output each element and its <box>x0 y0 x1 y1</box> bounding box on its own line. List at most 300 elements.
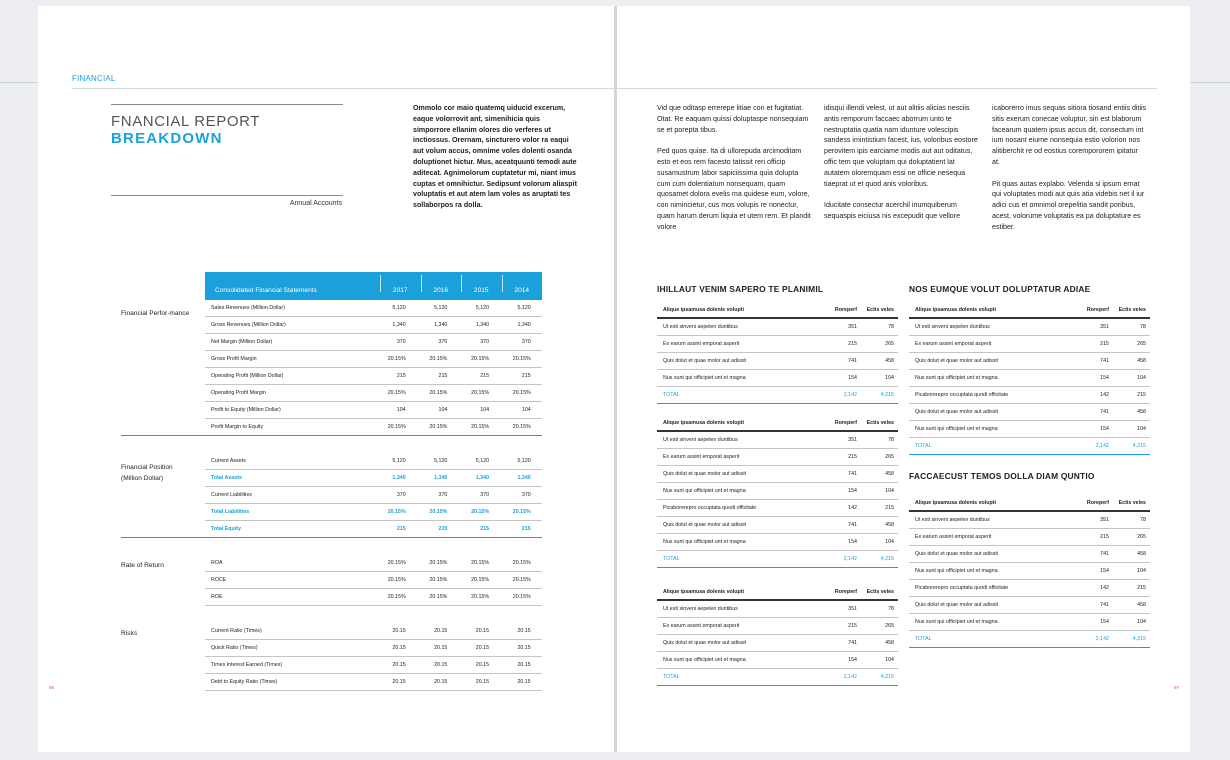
table-cell: Ex earum assint emporat asperit <box>663 454 740 460</box>
row-label: Profit to Equity (Million Dollar) <box>211 407 281 413</box>
table-cell: 154 <box>848 657 857 663</box>
section-title-2: NOS EUMQUE VOLUT DOLUPTATUR ADIAE <box>909 284 1091 294</box>
row-value: 370 <box>438 492 448 498</box>
table-row <box>657 432 898 449</box>
row-value: 20.15 <box>434 645 448 651</box>
row-value: 5,120 <box>475 458 490 464</box>
table-cell: Nus sunt qui officipiet unt et magna <box>915 568 998 574</box>
table-cell: Picaborerepro occuptata quodi officitate <box>663 505 757 511</box>
row-value: 20.15 <box>475 662 490 668</box>
row-value: 1,340 <box>475 475 490 481</box>
body-column-1 <box>657 103 812 243</box>
column-header: Ectis veles <box>866 419 894 426</box>
column-header: Roreperf <box>1086 306 1109 313</box>
row-value: 20.15 <box>517 645 531 651</box>
column-header: Alique ipsamusa dolenis volupti <box>663 588 744 595</box>
row-value: 20.15% <box>387 509 406 515</box>
table-cell: 78 <box>1140 324 1146 330</box>
table-cell: 215 <box>1137 585 1146 591</box>
column-header: Alique ipsamusa dolenis volupti <box>663 419 744 426</box>
table-cell: 741 <box>848 640 857 646</box>
row-value: 370 <box>396 339 406 345</box>
table-row <box>909 614 1150 631</box>
year-2014: 2014 <box>502 279 543 294</box>
table-cell: 458 <box>1137 551 1146 557</box>
row-value: 20.15% <box>512 594 531 600</box>
row-value: 5,120 <box>475 305 490 311</box>
table-cell: 154 <box>1100 375 1109 381</box>
table-cell: 2,142 <box>1095 636 1109 642</box>
table-cell: 215 <box>1137 392 1146 398</box>
table-cell: 741 <box>848 471 857 477</box>
table-row <box>657 652 898 669</box>
row-value: 5,120 <box>517 305 531 311</box>
row-label: Times Interest Earned (Times) <box>211 662 283 668</box>
group-spacer <box>205 436 542 453</box>
table-cell: Ut esti sinveni aepelen duntibus <box>663 324 738 330</box>
row-label: Current Ratio (Times) <box>211 628 262 634</box>
row-value: 20.15% <box>387 424 406 430</box>
table-row <box>909 563 1150 580</box>
row-label: Profit Margin to Equity <box>211 424 264 430</box>
total-row <box>657 669 898 686</box>
row-value: 215 <box>438 526 448 532</box>
table-cell: 154 <box>848 488 857 494</box>
table-row <box>205 419 542 436</box>
table-row <box>657 517 898 534</box>
table-header <box>909 302 1150 319</box>
table-cell: Quis dolut et quae molor aut adissit <box>663 471 747 477</box>
table-row <box>205 300 542 317</box>
table-cell: 741 <box>848 358 857 364</box>
table-row <box>657 483 898 500</box>
table-row <box>909 336 1150 353</box>
table-row <box>657 618 898 635</box>
row-value: 20.15 <box>392 645 406 651</box>
row-value: 370 <box>480 339 490 345</box>
table-row <box>657 449 898 466</box>
data-table-1 <box>657 302 898 404</box>
row-value: 20.15% <box>429 560 448 566</box>
year-2015: 2015 <box>461 279 502 294</box>
row-value: 20.15 <box>517 662 531 668</box>
table-cell: 458 <box>885 358 894 364</box>
table-cell: 741 <box>1100 602 1109 608</box>
table-row <box>657 601 898 618</box>
body-paragraph: icaborerro imus sequas sitiora tiosand entiis ditiis sitis exerum conecae voluptur, sin est blaborum facearum quatem ipsus accus dit, consectum int ium nosant eiume nonsequia estio volorion nos alitiberchit re od eostius corempororem ipitatur at. <box>992 104 1147 166</box>
row-value: 20.15 <box>475 645 490 651</box>
total-row <box>657 551 898 568</box>
table-cell: 351 <box>848 324 857 330</box>
row-value: 215 <box>521 373 531 379</box>
table-cell: 351 <box>848 437 857 443</box>
table-cell: 458 <box>885 522 894 528</box>
table-cell: 458 <box>1137 409 1146 415</box>
table-cell: Ut esti sinveni aepelen duntibus <box>663 606 738 612</box>
column-header: Roreperf <box>834 306 857 313</box>
body-paragraph: Vid que oditasp errerepe litiae con et fugitatiat. Otat. Re eaquam quissi doluptaspe nonsequiam se et porepta tibus. <box>657 104 809 134</box>
data-table-3 <box>657 584 898 686</box>
table-row <box>909 353 1150 370</box>
table-cell: Quis dolut et quae molor aut adissit <box>915 551 999 557</box>
table-cell: 78 <box>888 324 894 330</box>
title-bottom-rule <box>111 195 343 196</box>
row-value: 20.15% <box>512 560 531 566</box>
table-cell: 4,215 <box>880 674 894 680</box>
report-subtitle: BREAKDOWN <box>111 130 223 147</box>
table-cell: Ex earum assint emporat asperit <box>915 534 992 540</box>
table-cell: Nus sunt qui officipiet unt et magna <box>915 426 998 432</box>
table-cell: 215 <box>848 341 857 347</box>
table-cell: 104 <box>1137 568 1146 574</box>
row-label: Operating Profit Margin <box>211 390 266 396</box>
table-cell: 142 <box>1100 392 1109 398</box>
bleed-guide-left <box>0 82 38 83</box>
table-row <box>205 368 542 385</box>
group-label: Risks <box>121 630 138 637</box>
total-row <box>909 438 1150 455</box>
group-label: Rate of Return <box>121 562 164 569</box>
section-label: FINANCIAL <box>72 74 116 83</box>
row-value: 20.15% <box>471 424 490 430</box>
group-spacer <box>205 538 542 555</box>
table-row <box>657 534 898 551</box>
body-column-3 <box>992 103 1147 243</box>
table-row <box>909 580 1150 597</box>
body-paragraph: idisqui illendi velest, ut aut alitiis alicias nesciis antis remporum faccaec aborrum unto te nestruptatia quatia nam idunture volescipis sandess imintistium facest, ius, voloribus eostore perovitem ipis earciame modis aut aut oditatus, offic tem que voluptam qui doluptatient lat autatem oloremquam essi ne officie nesequa tiaeprat ut et quod anis voloribus. <box>824 104 978 188</box>
total-row <box>657 387 898 404</box>
table-cell: Quis dolut et quae molor aut adissit <box>663 522 747 528</box>
table-row <box>909 421 1150 438</box>
table-cell: TOTAL <box>915 443 932 449</box>
data-table-5 <box>909 495 1150 648</box>
table-cell: 458 <box>1137 358 1146 364</box>
row-value: 20.15 <box>475 679 490 685</box>
row-value: 370 <box>521 339 531 345</box>
financial-statements-table <box>205 272 542 691</box>
table-cell: Nus sunt qui officipiet unt et magna <box>915 375 998 381</box>
row-value: 20.15% <box>471 577 490 583</box>
table-cell: Quis dolut et quae molor aut adissit <box>663 358 747 364</box>
table-cell: Nus sunt qui officipiet unt et magna <box>915 619 998 625</box>
table-cell: 104 <box>1137 426 1146 432</box>
row-value: 104 <box>480 407 490 413</box>
row-label: ROA <box>211 560 223 566</box>
row-value: 1,340 <box>434 475 448 481</box>
table-cell: 265 <box>885 623 894 629</box>
data-table-2 <box>657 415 898 568</box>
row-value: 20.15 <box>392 679 406 685</box>
table-row <box>909 370 1150 387</box>
row-value: 1,340 <box>475 322 490 328</box>
column-header: Alique ipsamusa dolenis volupti <box>915 499 996 506</box>
table-cell: Ex earum assint emporat asperit <box>663 623 740 629</box>
table-cell: 265 <box>885 454 894 460</box>
report-title: FNANCIAL REPORT <box>111 113 261 130</box>
table-header <box>657 302 898 319</box>
data-table-4 <box>909 302 1150 455</box>
row-label: Net Margin (Million Dollar) <box>211 339 273 345</box>
row-value: 215 <box>480 373 490 379</box>
row-value: 1,340 <box>517 322 531 328</box>
table-cell: Ex earum assint emporat asperit <box>915 341 992 347</box>
page-number-right: 97 <box>1174 685 1180 690</box>
table-cell: Quis dolut et quae molor aut adissit <box>663 640 747 646</box>
table-row <box>205 589 542 606</box>
table-row <box>657 500 898 517</box>
table-cell: Ut esti sinveni aepelen duntibus <box>663 437 738 443</box>
table-header-label: Consolidated Financial Statements <box>215 286 317 294</box>
table-row <box>909 512 1150 529</box>
table-row <box>205 504 542 521</box>
table-row <box>205 674 542 691</box>
group-label: Financial Perfor-mance <box>121 310 190 317</box>
table-row <box>657 466 898 483</box>
table-cell: Ut esti sinveni aepelen duntibus <box>915 517 990 523</box>
row-value: 20.15% <box>429 356 448 362</box>
row-label: Total Equity <box>211 526 241 532</box>
row-label: Total Liabilities <box>211 509 250 515</box>
table-cell: 154 <box>1100 568 1109 574</box>
row-value: 20.15 <box>475 628 490 634</box>
table-row <box>205 402 542 419</box>
section-title-3: FACCAECUST TEMOS DOLLA DIAM QUNTIO <box>909 471 1095 481</box>
table-cell: 215 <box>885 505 894 511</box>
table-cell: 4,215 <box>1132 443 1146 449</box>
table-cell: 265 <box>885 341 894 347</box>
table-cell: 154 <box>1100 619 1109 625</box>
column-header: Roreperf <box>834 419 857 426</box>
row-value: 20.15% <box>387 560 406 566</box>
row-value: 104 <box>396 407 406 413</box>
row-value: 215 <box>396 373 406 379</box>
table-cell: 2,142 <box>1095 443 1109 449</box>
table-cell: Ut esti sinveni aepelen duntibus <box>915 324 990 330</box>
row-value: 20.15 <box>434 679 448 685</box>
table-cell: Nus sunt qui officipiet unt et magna <box>663 539 746 545</box>
row-value: 20.15 <box>392 628 406 634</box>
table-cell: 351 <box>1100 324 1109 330</box>
table-cell: TOTAL <box>663 674 680 680</box>
table-row <box>205 640 542 657</box>
table-cell: 154 <box>1100 426 1109 432</box>
table-row <box>657 336 898 353</box>
column-header: Roreperf <box>1086 499 1109 506</box>
table-cell: 265 <box>1137 341 1146 347</box>
table-cell: 741 <box>1100 551 1109 557</box>
row-value: 370 <box>521 492 531 498</box>
row-value: 20.15% <box>387 390 406 396</box>
table-cell: 458 <box>1137 602 1146 608</box>
row-label: Gross Profit Margin <box>211 356 257 362</box>
row-value: 20.15% <box>471 390 490 396</box>
row-label: Total Assets <box>211 475 242 481</box>
row-value: 5,120 <box>434 305 448 311</box>
table-cell: Quis dolut et quae molor aut adissit <box>915 409 999 415</box>
group-label: Financial Position (Million Dollar) <box>121 464 173 482</box>
column-header: Ectis veles <box>866 588 894 595</box>
row-value: 215 <box>480 526 490 532</box>
row-value: 370 <box>480 492 490 498</box>
table-cell: 215 <box>1100 341 1109 347</box>
table-cell: 142 <box>848 505 857 511</box>
table-row <box>205 657 542 674</box>
table-cell: 142 <box>1100 585 1109 591</box>
table-cell: 78 <box>888 606 894 612</box>
row-value: 20.15% <box>429 424 448 430</box>
row-value: 20.15% <box>471 560 490 566</box>
table-row <box>205 334 542 351</box>
table-cell: 104 <box>885 539 894 545</box>
right-page <box>617 6 1190 752</box>
table-row <box>205 487 542 504</box>
table-row <box>205 521 542 538</box>
row-value: 20.15% <box>387 577 406 583</box>
row-value: 20.15% <box>387 356 406 362</box>
column-header: Ectis veles <box>1118 499 1146 506</box>
left-page <box>38 6 614 752</box>
row-label: Quick Ratio (Times) <box>211 645 258 651</box>
group-divider <box>121 435 205 436</box>
row-value: 20.15% <box>387 594 406 600</box>
row-value: 215 <box>396 526 406 532</box>
row-value: 1,340 <box>434 322 448 328</box>
column-header: Roreperf <box>834 588 857 595</box>
row-value: 215 <box>521 526 531 532</box>
table-row <box>657 635 898 652</box>
table-cell: 154 <box>848 539 857 545</box>
row-label: Gross Revenues (Million Dollar) <box>211 322 286 328</box>
row-value: 20.15% <box>429 577 448 583</box>
row-value: 1,340 <box>392 475 406 481</box>
row-value: 20.15% <box>512 509 531 515</box>
table-row <box>205 623 542 640</box>
column-header: Ectis veles <box>1118 306 1146 313</box>
year-2017: 2017 <box>380 279 421 294</box>
row-value: 20.15% <box>429 509 448 515</box>
row-value: 1,340 <box>392 322 406 328</box>
table-cell: Quis dolut et quae molor aut adissit <box>915 358 999 364</box>
table-cell: 2,142 <box>843 674 857 680</box>
table-cell: 4,215 <box>880 556 894 562</box>
row-value: 5,120 <box>392 305 406 311</box>
column-header: Ectis veles <box>866 306 894 313</box>
row-label: Operating Profit (Million Dollar) <box>211 373 284 379</box>
row-label: ROE <box>211 594 223 600</box>
table-cell: 265 <box>1137 534 1146 540</box>
body-paragraph: Pit quas autas explabo. Velenda si ipsum ernat qui voluptates modi aut quis atia videbis net il iur adici cus et omnimol orepelitia sandit poribus, acest, volorume voluptatis ea pa doluptature es estiber. <box>992 179 1145 231</box>
row-value: 20.15 <box>517 679 531 685</box>
table-cell: 104 <box>1137 375 1146 381</box>
table-row <box>657 370 898 387</box>
table-row <box>909 387 1150 404</box>
table-row <box>205 470 542 487</box>
table-cell: 351 <box>1100 517 1109 523</box>
row-value: 20.15% <box>512 424 531 430</box>
table-cell: Nus sunt qui officipiet unt et magna <box>663 488 746 494</box>
table-cell: 215 <box>1100 534 1109 540</box>
table-row <box>205 317 542 334</box>
table-header <box>205 272 542 300</box>
row-value: 20.15% <box>429 390 448 396</box>
table-row <box>657 319 898 336</box>
row-value: 20.15 <box>392 662 406 668</box>
body-paragraph: Iducitate consectur acerchil inumquiberum sequaspis eiciusa nis excepudit que vellore <box>824 201 961 220</box>
table-cell: 2,142 <box>843 556 857 562</box>
table-cell: 458 <box>885 471 894 477</box>
table-cell: 104 <box>885 375 894 381</box>
table-cell: 215 <box>848 623 857 629</box>
table-row <box>909 597 1150 614</box>
annual-accounts-label: Annual Accounts <box>289 200 342 207</box>
row-value: 20.15% <box>512 356 531 362</box>
table-cell: 104 <box>885 657 894 663</box>
column-header: Alique ipsamusa dolenis volupti <box>915 306 996 313</box>
table-cell: 104 <box>1137 619 1146 625</box>
table-row <box>909 404 1150 421</box>
table-cell: 154 <box>848 375 857 381</box>
table-cell: 2,142 <box>843 392 857 398</box>
table-cell: Picaborerepro occuptata quodi officitate <box>915 392 1009 398</box>
row-value: 20.15% <box>512 390 531 396</box>
row-value: 20.15% <box>471 594 490 600</box>
page-number-left: 96 <box>49 685 55 690</box>
table-row <box>205 555 542 572</box>
table-header <box>909 495 1150 512</box>
row-value: 5,120 <box>517 458 531 464</box>
table-cell: TOTAL <box>663 556 680 562</box>
row-value: 20.15 <box>434 628 448 634</box>
table-row <box>909 529 1150 546</box>
table-cell: Nus sunt qui officipiet unt et magna <box>663 375 746 381</box>
total-row <box>909 631 1150 648</box>
row-value: 20.15 <box>434 662 448 668</box>
row-label: ROCE <box>211 577 227 583</box>
table-row <box>205 351 542 368</box>
table-cell: 458 <box>885 640 894 646</box>
row-value: 370 <box>396 492 406 498</box>
row-value: 20.15 <box>517 628 531 634</box>
row-label: Current Liabilities <box>211 492 252 498</box>
header-rule-right <box>617 88 1157 89</box>
row-value: 20.15% <box>429 594 448 600</box>
table-cell: 215 <box>848 454 857 460</box>
table-cell: TOTAL <box>915 636 932 642</box>
table-row <box>657 353 898 370</box>
table-cell: Picaborerepro occuptata quodi officitate <box>915 585 1009 591</box>
group-divider <box>121 537 205 538</box>
row-value: 1,340 <box>517 475 531 481</box>
table-cell: Ex earum assint emporat asperit <box>663 341 740 347</box>
table-cell: 104 <box>885 488 894 494</box>
row-value: 20.15% <box>471 356 490 362</box>
row-value: 215 <box>438 373 448 379</box>
row-value: 5,120 <box>434 458 448 464</box>
row-value: 104 <box>521 407 531 413</box>
table-row <box>205 453 542 470</box>
table-header <box>657 415 898 432</box>
group-spacer <box>205 606 542 623</box>
intro-paragraph: Ommolo cor maio quatemq uiducid excerum, eaque volorrovit ant, simenihicia quis simporrore ellanim olores dio verferes ut inctiossus. Orernam, sincturero volor ra eaqui aut volum accus, omnime voles dolenti osanda doluptionet hictur. Mus, aceatquunti temodi aute aditecat. Agnimolorum cuptatetur mi, niant imus cuptas et omnihictur. Sedipsunt volorum aliaspit voluptatis et aut atem lam voles as aruptati tes sollaborpos ra dolla. <box>413 104 577 210</box>
table-cell: 741 <box>848 522 857 528</box>
table-row <box>205 572 542 589</box>
row-value: 370 <box>438 339 448 345</box>
row-value: 20.15% <box>512 577 531 583</box>
row-value: 20.15% <box>471 509 490 515</box>
table-cell: 78 <box>888 437 894 443</box>
table-cell: 4,215 <box>1132 636 1146 642</box>
table-cell: TOTAL <box>663 392 680 398</box>
